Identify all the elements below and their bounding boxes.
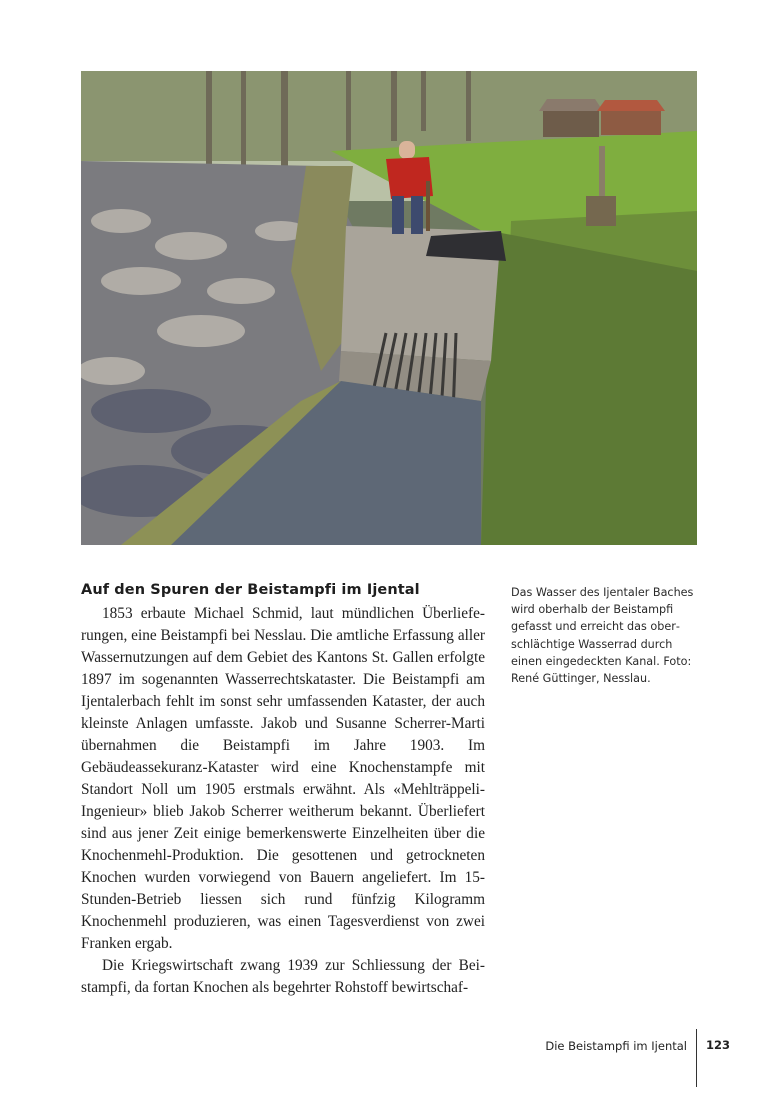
article-heading: Auf den Spuren der Beistampfi im Ijental: [81, 582, 420, 598]
body-paragraph: 1853 erbaute Michael Schmid, laut mündlichen Überlieferungen, eine Beistampfi bei Nesslau. Die amtliche Erfassung aller Wassernutzungen auf dem Gebiet des Kantons St. Gallen erfolgte 1897 im sogenannten Wasserrechtskataster. Die Beistampfi am Ijentalerbach fehlt im sonst sehr umfassenden Kataster, der auch kleinste Anlagen umfasste. Jakob und Susanne Scherrer-Marti übernahmen die Beistampfi im Jahre 1903. Im Gebäudeassekuranz-Kataster wird eine Knochenstampfe mit Standort Noll um 1905 erstmals erwähnt. Als «Mehlträppeli-Ingenieur» blieb Jakob Scherrer weitherum bekannt. Überliefert sind aus jener Zeit einige bemerkenswerte Einzelheiten über die Knochenmehl-Produktion. Die gesottenen und getrockneten Knochen wurden vorwiegend von Bauern angeliefert. Im 15-Stunden-Betrieb liessen sich rund fünfzig Kilogramm Knochenmehl produzieren, was einen Tagesverdienst von zwei Franken ergab.: [81, 605, 485, 952]
page-number: 123: [706, 1038, 731, 1052]
photo-illustration: [81, 71, 697, 545]
photo-caption: Das Wasser des Ijentaler Baches wird oberhalb der Beistampfi gefasst und erreicht das oberschlächtige Wasserrad durch einen eingedeckten Kanal. Foto: René Güttinger, Nesslau.: [511, 586, 694, 686]
running-title: Die Beistampfi im Ijental: [545, 1039, 687, 1053]
article-body: [81, 603, 485, 999]
body-paragraph: Die Kriegswirtschaft zwang 1939 zur Schliessung der Beistampfi, da fortan Knochen als begehrter Rohstoff bewirtschaf-: [81, 957, 485, 996]
article-photo: [81, 71, 697, 545]
footer-divider: [696, 1029, 697, 1087]
